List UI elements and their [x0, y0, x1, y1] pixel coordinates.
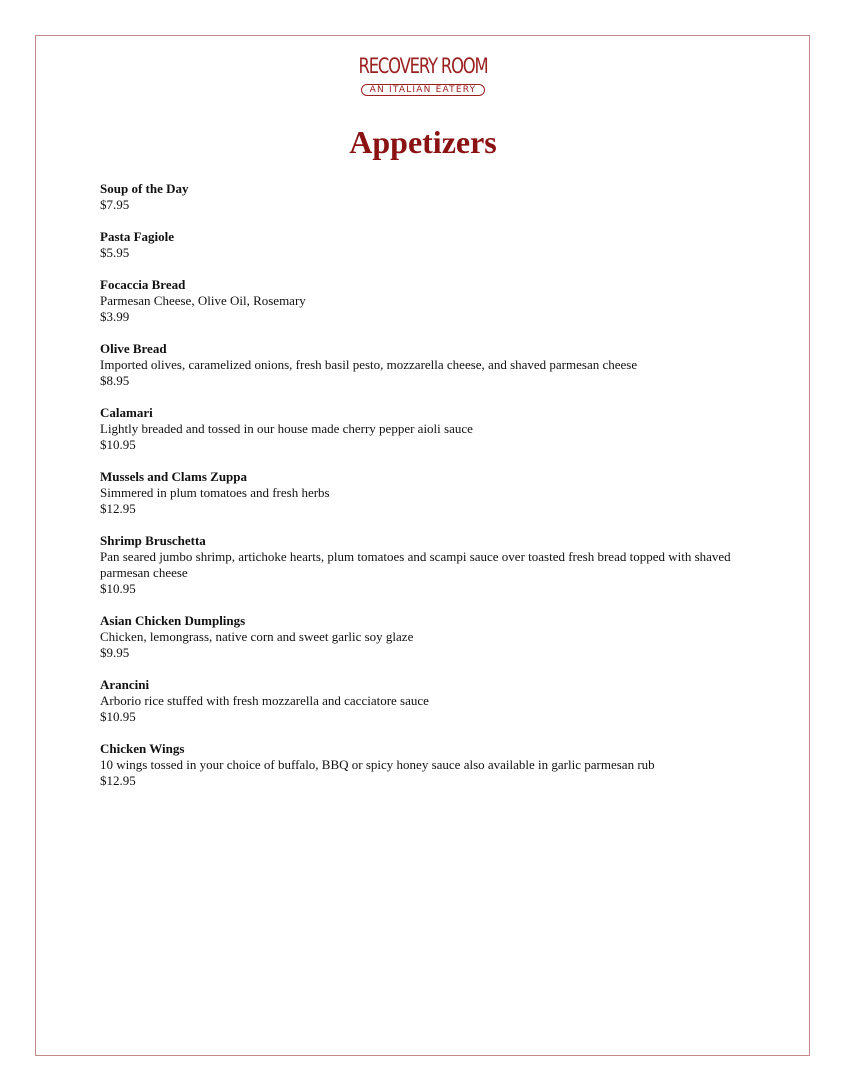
menu-item-name: Soup of the Day	[100, 181, 189, 196]
menu-item-price: $3.99	[100, 309, 130, 324]
menu-item	[100, 677, 750, 725]
menu-item-price: $10.95	[100, 581, 136, 596]
menu-item-description: Arborio rice stuffed with fresh mozzarella and cacciatore sauce	[100, 693, 429, 708]
menu-item-price: $8.95	[100, 373, 130, 388]
menu-item	[100, 741, 750, 789]
menu-item-name: Olive Bread	[100, 341, 167, 356]
menu-item-name: Asian Chicken Dumplings	[100, 613, 246, 628]
menu-item-description: 10 wings tossed in your choice of buffalo, BBQ or spicy honey sauce also available in garlic parmesan rub	[100, 757, 655, 772]
menu-item-name: Chicken Wings	[100, 741, 185, 756]
menu-item	[100, 469, 750, 517]
menu-item-price: $10.95	[100, 437, 136, 452]
menu-item-description: Simmered in plum tomatoes and fresh herbs	[100, 485, 330, 500]
menu-item-description: Lightly breaded and tossed in our house made cherry pepper aioli sauce	[100, 421, 473, 436]
menu-item-price: $5.95	[100, 245, 130, 260]
menu-item-price: $12.95	[100, 501, 136, 516]
menu-item-price: $12.95	[100, 773, 136, 788]
logo-tagline: AN ITALIAN EATERY	[361, 84, 486, 96]
menu-item	[100, 613, 750, 661]
restaurant-logo	[0, 53, 846, 97]
menu-item-description: Pan seared jumbo shrimp, artichoke hearts, plum tomatoes and scampi sauce over toasted fresh bread topped with shaved parmesan cheese	[100, 549, 731, 580]
menu-item	[100, 277, 750, 325]
menu-item-price: $10.95	[100, 709, 136, 724]
menu-items-list	[100, 181, 750, 805]
menu-item-name: Shrimp Bruschetta	[100, 533, 206, 548]
menu-item	[100, 405, 750, 453]
menu-item	[100, 229, 750, 261]
menu-item	[100, 533, 750, 597]
menu-item-name: Pasta Fagiole	[100, 229, 175, 244]
menu-item	[100, 341, 750, 389]
logo-name: RECOVERY ROOM	[358, 54, 488, 78]
menu-item-price: $9.95	[100, 645, 130, 660]
menu-item-description: Parmesan Cheese, Olive Oil, Rosemary	[100, 293, 306, 308]
menu-item-name: Mussels and Clams Zuppa	[100, 469, 248, 484]
menu-item-name: Focaccia Bread	[100, 277, 186, 292]
menu-item-name: Arancini	[100, 677, 150, 692]
menu-item-price: $7.95	[100, 197, 130, 212]
menu-item-description: Imported olives, caramelized onions, fresh basil pesto, mozzarella cheese, and shaved parmesan cheese	[100, 357, 638, 372]
menu-item-description: Chicken, lemongrass, native corn and sweet garlic soy glaze	[100, 629, 414, 644]
menu-item	[100, 181, 750, 213]
menu-item-name: Calamari	[100, 405, 153, 420]
menu-section-title: Appetizers	[349, 124, 497, 160]
